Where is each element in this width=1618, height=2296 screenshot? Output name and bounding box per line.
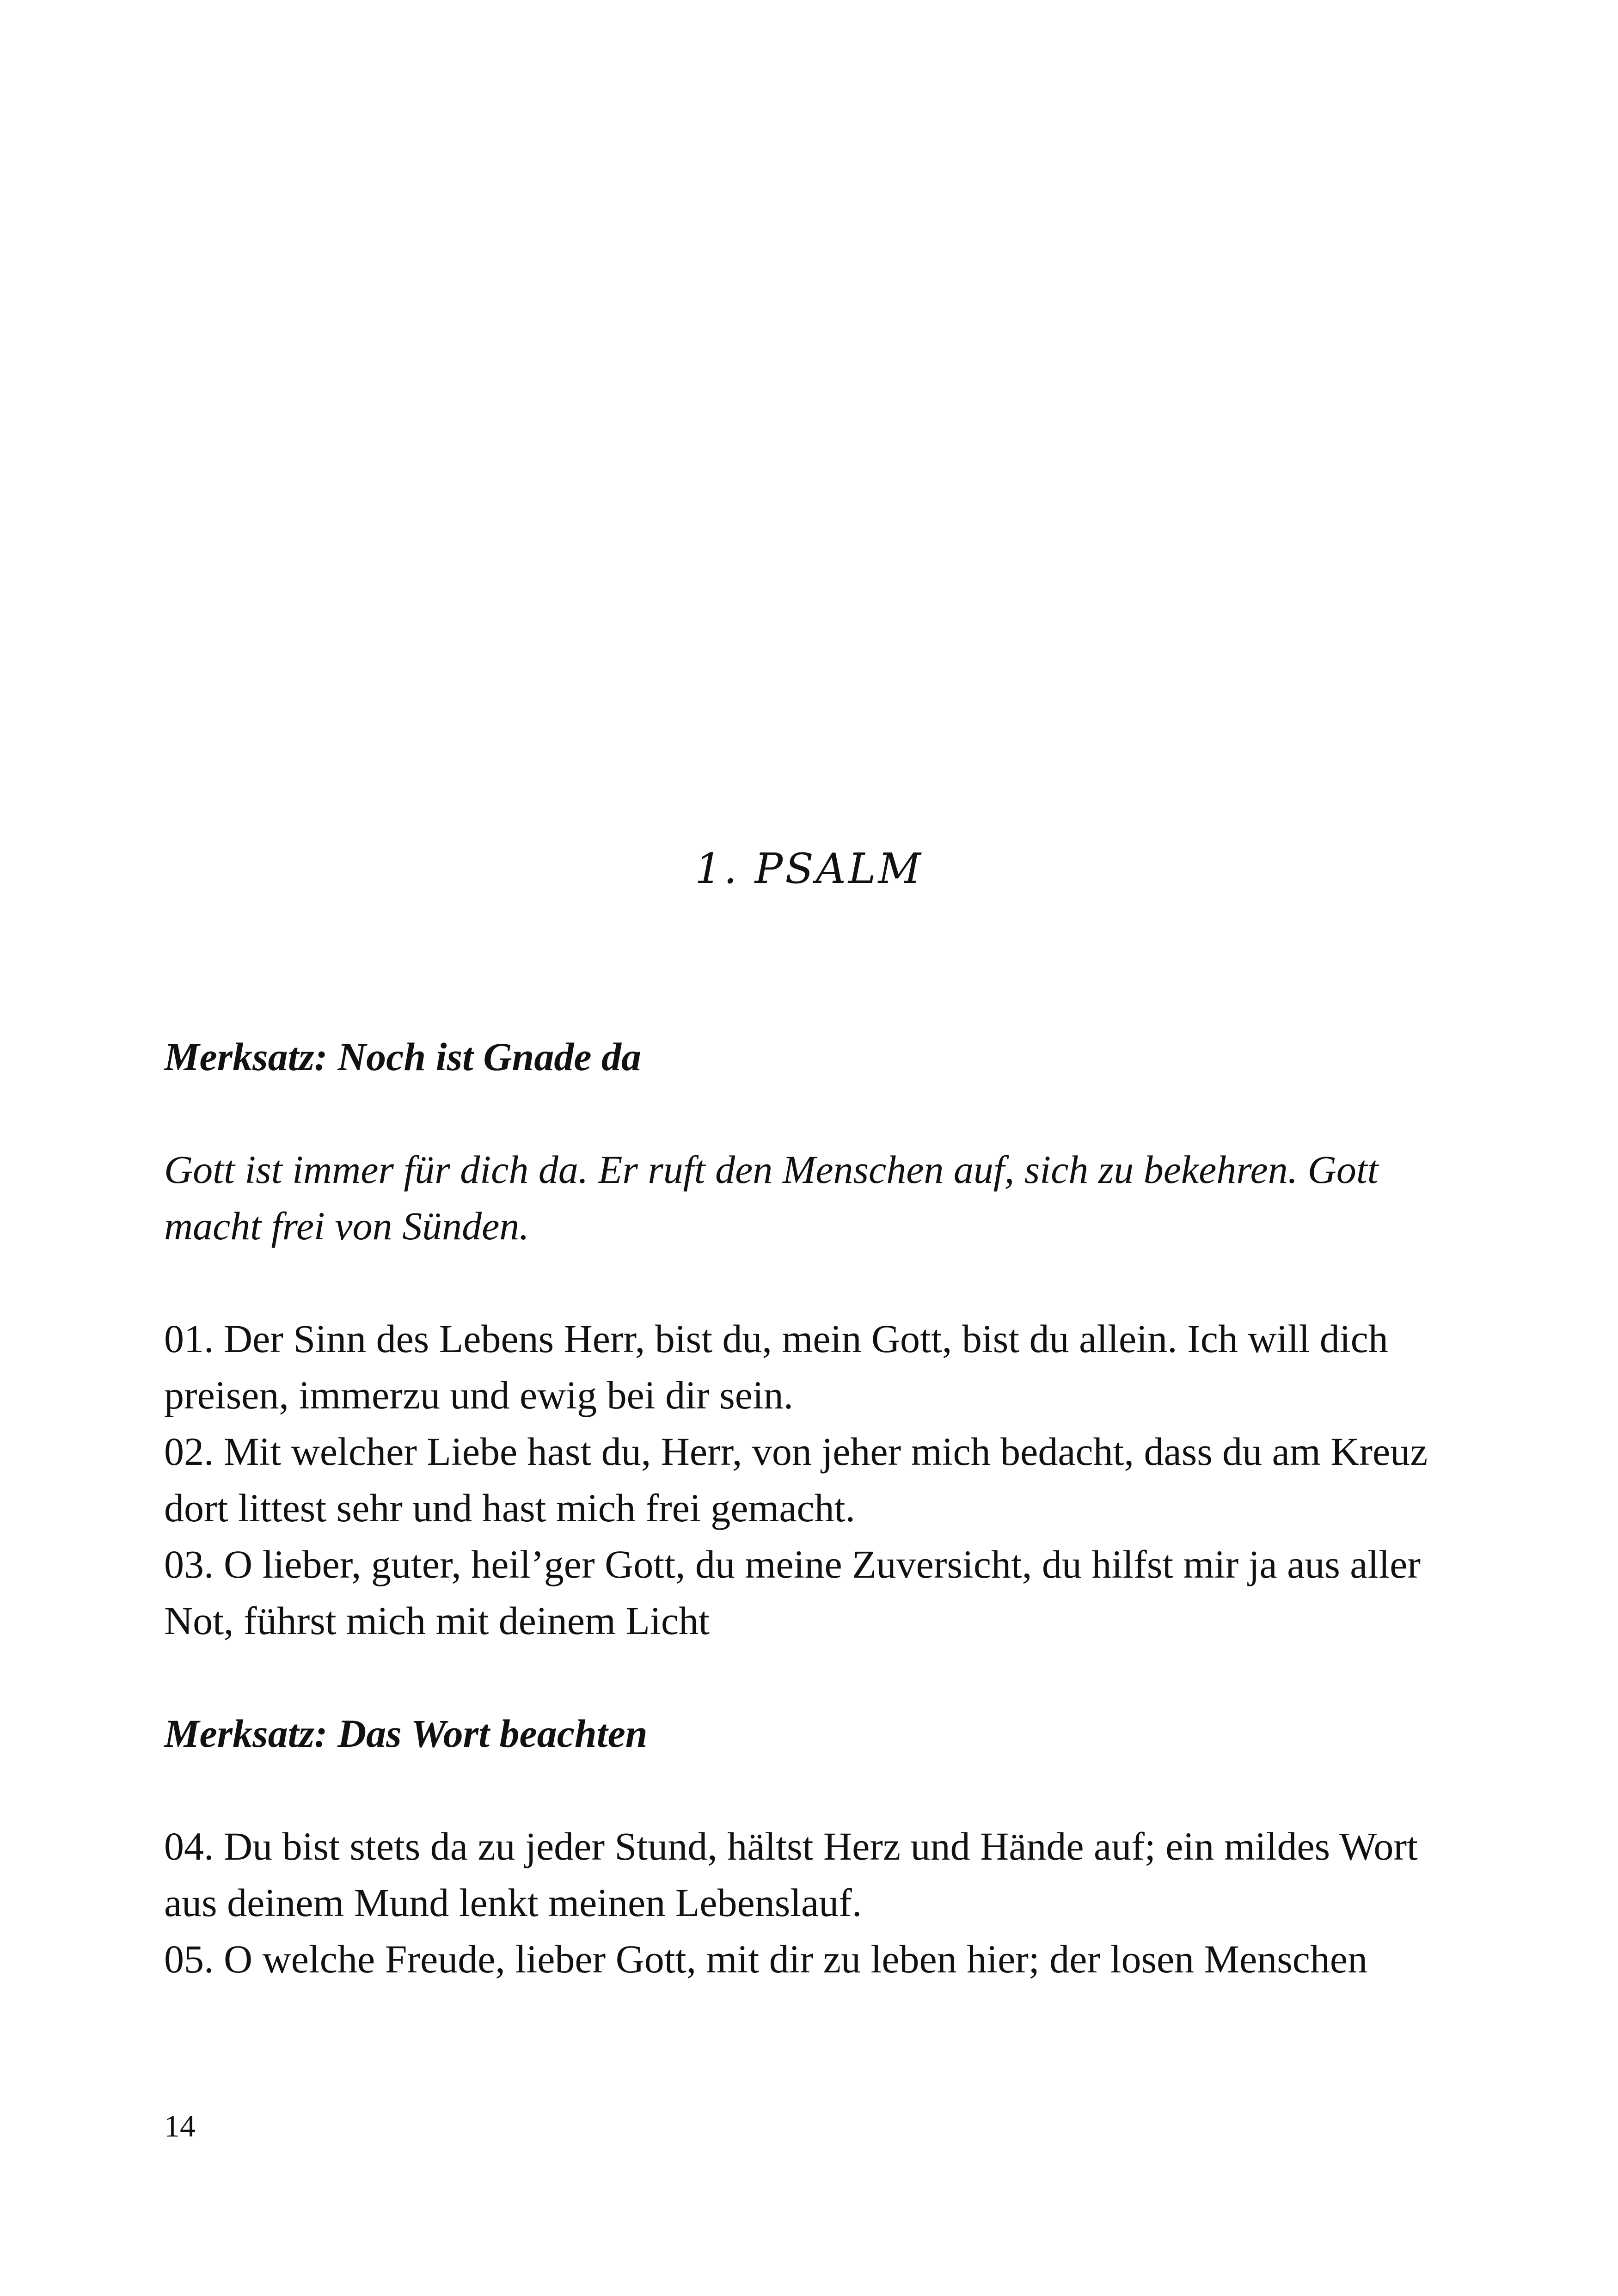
psalm-title: 1. PSALM (695, 845, 923, 893)
section-heading-1: Merksatz: Noch ist Gnade da (164, 1035, 642, 1079)
spacer (164, 1254, 1468, 1310)
verse-02: 02. Mit welcher Liebe hast du, Herr, von jeher mich bedacht, dass du am Kreuz dort littest sehr und hast mich frei gemacht. (164, 1429, 1428, 1530)
intro-text: Gott ist immer für dich da. Er ruft den Menschen auf, sich zu bekehren. Gott macht frei von Sünden. (164, 1147, 1379, 1248)
verse-05: 05. O welche Freude, lieber Gott, mit dir zu leben hier; der losen Menschen (164, 1937, 1368, 1981)
spacer (164, 1762, 1468, 1818)
verse-01: 01. Der Sinn des Lebens Herr, bist du, mein Gott, bist du allein. Ich will dich preisen, immerzu und ewig bei dir sein. (164, 1316, 1388, 1417)
verse-04: 04. Du bist stets da zu jeder Stund, hältst Herz und Hände auf; ein mildes Wort aus deinem Mund lenkt meinen Lebenslauf. (164, 1824, 1418, 1925)
spacer (164, 1085, 1468, 1141)
page-number: 14 (164, 2108, 196, 2143)
psalm-content (164, 1029, 1468, 1987)
verse-03: 03. O lieber, guter, heil’ger Gott, du meine Zuversicht, du hilfst mir ja aus aller Not, führst mich mit deinem Licht (164, 1542, 1421, 1643)
section-heading-2: Merksatz: Das Wort beachten (164, 1711, 648, 1756)
spacer (164, 1649, 1468, 1705)
